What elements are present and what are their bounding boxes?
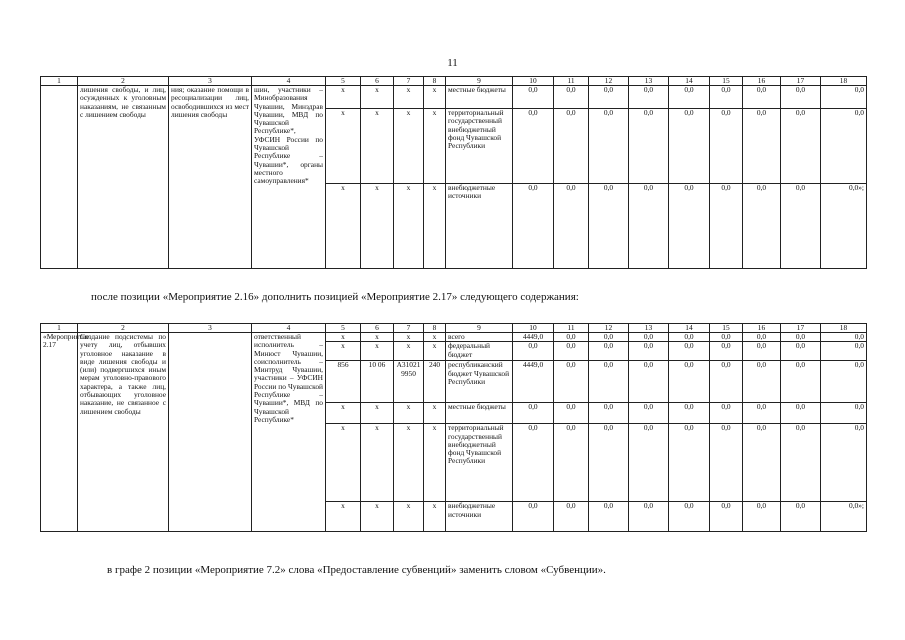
value-cell: 0,0	[589, 361, 629, 403]
value-cell: 0,0	[554, 502, 589, 532]
value-cell: 0,0	[589, 184, 629, 269]
value-cell: 0,0	[743, 86, 781, 109]
grbs-cell: х	[326, 502, 361, 532]
value-cell: 0,0	[743, 403, 781, 424]
expense-group-cell: х	[424, 109, 446, 184]
column-number: 18	[821, 324, 867, 333]
value-cell: 0,0	[821, 424, 867, 502]
value-cell: 0,0	[743, 109, 781, 184]
grbs-cell: х	[326, 333, 361, 342]
column-number: 4	[252, 324, 326, 333]
column-number: 17	[781, 324, 821, 333]
grbs-cell: х	[326, 184, 361, 269]
funding-source-cell: республиканский бюджет Чувашской Республики	[446, 361, 513, 403]
column-number: 10	[513, 77, 554, 86]
column-number: 9	[446, 324, 513, 333]
amendment-paragraph: в графе 2 позиции «Мероприятие 7.2» слова «Предоставление субвенций» заменить словом «Субвенции».	[107, 564, 606, 576]
value-cell: 0,0	[513, 86, 554, 109]
value-cell: 0,0	[589, 502, 629, 532]
column-number: 9	[446, 77, 513, 86]
position-cell	[41, 86, 78, 269]
event-name-cell: лишения свободы, и лиц, осужденных к уголовным наказаниям, не связанным с лишением свободы	[78, 86, 169, 269]
executor-cell: шин, участники – Минобразования Чувашии, Минздрав Чувашии, МВД по Чувашской Республике*, УФСИН России по Чувашской Республике – Чувашии*, органы местного самоуправления*	[252, 86, 326, 269]
expense-group-cell: х	[424, 86, 446, 109]
funding-source-cell: внебюджетные источники	[446, 502, 513, 532]
value-cell: 0,0	[710, 424, 743, 502]
value-cell: 0,0	[629, 361, 669, 403]
column-number: 16	[743, 77, 781, 86]
value-cell: 0,0	[669, 184, 710, 269]
value-cell: 0,0	[781, 361, 821, 403]
grbs-cell: х	[326, 424, 361, 502]
position-cell: «Мероприятие 2.17	[41, 333, 78, 532]
expense-group-cell: х	[424, 184, 446, 269]
section-cell: х	[361, 86, 394, 109]
value-cell: 0,0	[554, 109, 589, 184]
value-cell: 0,0	[710, 86, 743, 109]
column-number: 1	[41, 77, 78, 86]
goal-cell	[169, 333, 252, 532]
event-name-cell: Создание подсистемы по учету лиц, отбывших уголовное наказание в виде лишения свободы и (или) подвергшихся иным мерам уголовно-правового характера, а также лиц, отбывающих уголовное наказание, не связанное с лишением свободы	[78, 333, 169, 532]
executor-cell: ответственный исполнитель – Минюст Чувашии, соисполнитель – Минтруд Чувашии, участники – УФСИН России по Чувашской Республике – Чувашии*, МВД по Чувашской Республике*	[252, 333, 326, 532]
column-number: 18	[821, 77, 867, 86]
target-article-cell: х	[394, 424, 424, 502]
column-number: 17	[781, 77, 821, 86]
column-number: 14	[669, 324, 710, 333]
value-cell: 0,0	[669, 109, 710, 184]
column-number: 13	[629, 77, 669, 86]
value-cell: 0,0	[629, 424, 669, 502]
expense-group-cell: х	[424, 424, 446, 502]
value-cell: 0,0	[554, 403, 589, 424]
value-cell: 0,0	[669, 424, 710, 502]
column-number: 10	[513, 324, 554, 333]
value-cell: 0,0	[589, 333, 629, 342]
column-number: 13	[629, 324, 669, 333]
column-number: 15	[710, 77, 743, 86]
value-cell: 0,0	[629, 86, 669, 109]
value-cell: 0,0	[513, 109, 554, 184]
value-cell: 0,0	[743, 342, 781, 361]
value-cell: 0,0	[781, 333, 821, 342]
value-cell: 0,0	[554, 361, 589, 403]
value-cell: 0,0	[513, 342, 554, 361]
value-cell: 0,0	[554, 184, 589, 269]
column-number: 3	[169, 77, 252, 86]
value-cell: 0,0	[821, 86, 867, 109]
value-cell: 0,0	[710, 342, 743, 361]
column-number: 15	[710, 324, 743, 333]
value-cell: 0,0	[669, 361, 710, 403]
value-cell: 0,0	[669, 403, 710, 424]
funding-source-cell: территориальный государственный внебюджетный фонд Чувашской Республики	[446, 109, 513, 184]
column-number: 8	[424, 77, 446, 86]
expense-group-cell: х	[424, 342, 446, 361]
value-cell: 0,0	[629, 342, 669, 361]
value-cell: 0,0	[710, 184, 743, 269]
grbs-cell: х	[326, 342, 361, 361]
section-cell: х	[361, 109, 394, 184]
target-article-cell: х	[394, 502, 424, 532]
column-number: 7	[394, 324, 424, 333]
value-cell: 0,0	[669, 333, 710, 342]
section-cell: х	[361, 184, 394, 269]
value-cell: 0,0	[743, 333, 781, 342]
value-cell: 0,0	[743, 424, 781, 502]
expense-group-cell: х	[424, 333, 446, 342]
value-cell: 0,0	[781, 403, 821, 424]
value-cell: 0,0	[629, 333, 669, 342]
funding-source-cell: федеральный бюджет	[446, 342, 513, 361]
grbs-cell: х	[326, 86, 361, 109]
section-cell: х	[361, 424, 394, 502]
value-cell: 0,0	[821, 403, 867, 424]
expense-group-cell: х	[424, 502, 446, 532]
column-number: 2	[78, 324, 169, 333]
value-cell: 0,0	[743, 502, 781, 532]
column-number: 8	[424, 324, 446, 333]
funding-source-cell: внебюджетные источники	[446, 184, 513, 269]
value-cell: 0,0	[821, 361, 867, 403]
value-cell: 0,0	[589, 424, 629, 502]
expense-group-cell: 240	[424, 361, 446, 403]
value-cell: 0,0	[710, 361, 743, 403]
value-cell: 0,0	[821, 109, 867, 184]
target-article-cell: х	[394, 403, 424, 424]
section-cell: 10 06	[361, 361, 394, 403]
target-article-cell: х	[394, 109, 424, 184]
value-cell: 0,0	[629, 502, 669, 532]
value-cell: 0,0	[554, 333, 589, 342]
value-cell: 0,0	[781, 86, 821, 109]
column-number: 11	[554, 77, 589, 86]
value-cell: 0,0	[629, 403, 669, 424]
funding-source-cell: местные бюджеты	[446, 403, 513, 424]
value-cell: 0,0	[589, 86, 629, 109]
value-cell: 0,0	[513, 502, 554, 532]
value-cell: 0,0	[554, 424, 589, 502]
funding-source-cell: местные бюджеты	[446, 86, 513, 109]
goal-cell: ния; оказание помощи в ресоциализации лиц, освободившихся из мест лишения свободы	[169, 86, 252, 269]
table-row	[41, 86, 867, 109]
column-number: 14	[669, 77, 710, 86]
value-cell: 4449,0	[513, 361, 554, 403]
value-cell: 0,0	[821, 342, 867, 361]
grbs-cell: 856	[326, 361, 361, 403]
value-cell: 4449,0	[513, 333, 554, 342]
value-cell: 0,0	[781, 184, 821, 269]
value-cell: 0,0	[589, 342, 629, 361]
column-number: 2	[78, 77, 169, 86]
column-number: 5	[326, 324, 361, 333]
value-cell: 0,0	[821, 333, 867, 342]
grbs-cell: х	[326, 403, 361, 424]
value-cell: 0,0	[629, 109, 669, 184]
column-number: 5	[326, 77, 361, 86]
value-cell: 0,0	[743, 184, 781, 269]
column-number: 16	[743, 324, 781, 333]
value-cell: 0,0	[669, 502, 710, 532]
value-cell: 0,0	[589, 403, 629, 424]
column-number: 12	[589, 324, 629, 333]
value-cell: 0,0	[743, 361, 781, 403]
value-cell: 0,0	[781, 424, 821, 502]
value-cell: 0,0	[669, 86, 710, 109]
section-cell: х	[361, 403, 394, 424]
value-cell: 0,0	[669, 342, 710, 361]
value-cell: 0,0	[554, 86, 589, 109]
value-cell: 0,0	[781, 342, 821, 361]
section-cell: х	[361, 502, 394, 532]
column-number: 11	[554, 324, 589, 333]
value-cell: 0,0	[554, 342, 589, 361]
column-number: 1	[41, 324, 78, 333]
table-new-position	[40, 323, 867, 532]
value-cell: 0,0	[710, 109, 743, 184]
target-article-cell: х	[394, 342, 424, 361]
value-cell: 0,0	[513, 403, 554, 424]
value-cell: 0,0	[629, 184, 669, 269]
value-cell: 0,0	[710, 502, 743, 532]
page-number: 11	[447, 57, 458, 69]
table-continued	[40, 76, 867, 269]
funding-source-cell: всего	[446, 333, 513, 342]
target-article-cell: А310219950	[394, 361, 424, 403]
value-cell: 0,0	[710, 333, 743, 342]
section-cell: х	[361, 342, 394, 361]
column-number: 6	[361, 324, 394, 333]
value-cell: 0,0	[710, 403, 743, 424]
value-cell: 0,0	[513, 184, 554, 269]
target-article-cell: х	[394, 184, 424, 269]
value-cell: 0,0	[513, 424, 554, 502]
target-article-cell: х	[394, 333, 424, 342]
target-article-cell: х	[394, 86, 424, 109]
column-number: 12	[589, 77, 629, 86]
value-cell: 0,0»;	[821, 184, 867, 269]
expense-group-cell: х	[424, 403, 446, 424]
column-number: 6	[361, 77, 394, 86]
column-number: 3	[169, 324, 252, 333]
value-cell: 0,0	[781, 502, 821, 532]
grbs-cell: х	[326, 109, 361, 184]
value-cell: 0,0	[589, 109, 629, 184]
amendment-paragraph: после позиции «Мероприятие 2.16» дополнить позицией «Мероприятие 2.17» следующего содержания:	[91, 291, 579, 303]
value-cell: 0,0»;	[821, 502, 867, 532]
value-cell: 0,0	[781, 109, 821, 184]
column-number: 4	[252, 77, 326, 86]
column-number: 7	[394, 77, 424, 86]
funding-source-cell: территориальный государственный внебюджетный фонд Чувашской Республики	[446, 424, 513, 502]
section-cell: х	[361, 333, 394, 342]
